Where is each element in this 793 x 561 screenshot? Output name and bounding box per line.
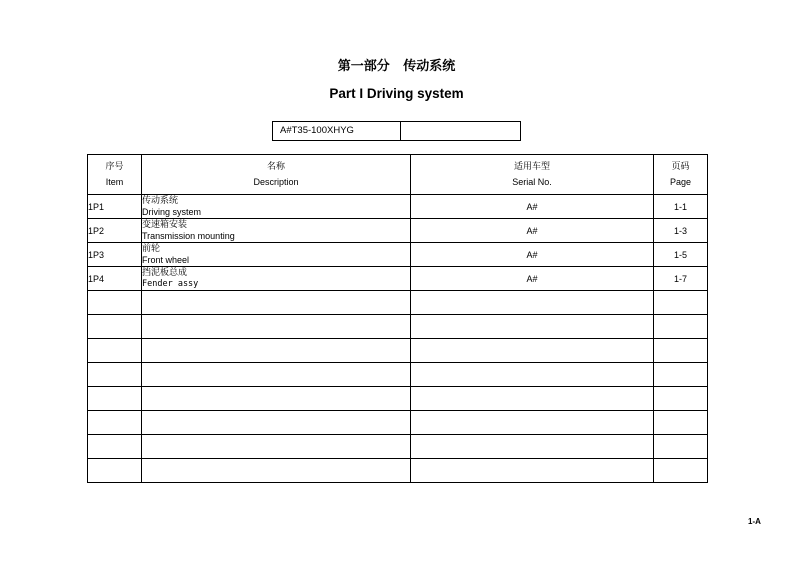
model-code: A#T35-100XHYG	[272, 121, 401, 141]
row-description-en: Transmission mounting	[142, 230, 235, 241]
header-page-en: Page	[669, 176, 692, 187]
row-description-cn: 挡泥板总成	[142, 267, 188, 278]
header-serial-en: Serial No.	[512, 176, 552, 187]
header-description-en: Description	[253, 176, 299, 187]
header-description	[142, 155, 411, 195]
model-code-box	[272, 121, 521, 141]
row-serial: A#	[411, 195, 654, 219]
row-serial: A#	[411, 219, 654, 243]
header-item	[88, 155, 142, 195]
row-description-cn: 传动系统	[142, 195, 179, 206]
row-description-en: Front wheel	[142, 254, 190, 265]
row-page: 1-3	[654, 219, 708, 243]
empty-row	[88, 363, 708, 387]
row-description-en: Driving system	[142, 206, 202, 217]
header-serial	[411, 155, 654, 195]
table-row	[88, 267, 708, 291]
row-description	[142, 267, 411, 291]
row-item: 1P3	[88, 243, 142, 267]
row-item: 1P1	[88, 195, 142, 219]
empty-row	[88, 387, 708, 411]
row-description	[142, 195, 411, 219]
row-description	[142, 243, 411, 267]
empty-row	[88, 411, 708, 435]
row-page: 1-1	[654, 195, 708, 219]
table-header-row	[88, 155, 708, 195]
page-title-chinese: 第一部分 传动系统	[337, 59, 456, 74]
header-item-en: Item	[105, 176, 124, 187]
table-row	[88, 195, 708, 219]
model-extra-field	[400, 121, 521, 141]
parts-index-table	[87, 154, 708, 483]
table-row	[88, 243, 708, 267]
empty-row	[88, 339, 708, 363]
row-description-cn: 变速箱安装	[142, 219, 188, 230]
empty-row	[88, 291, 708, 315]
empty-row	[88, 435, 708, 459]
row-description-en: Fender assy	[142, 278, 199, 289]
header-item-cn: 序号	[105, 161, 124, 172]
table-row	[88, 219, 708, 243]
row-description-cn: 前轮	[142, 243, 161, 254]
header-serial-cn: 适用车型	[513, 161, 550, 172]
empty-row	[88, 315, 708, 339]
page-number: 1-A	[748, 517, 761, 526]
row-page: 1-5	[654, 243, 708, 267]
header-description-cn: 名称	[266, 161, 285, 172]
row-serial: A#	[411, 243, 654, 267]
row-description	[142, 219, 411, 243]
page-title-english: Part I Driving system	[329, 86, 464, 101]
header-page-cn: 页码	[671, 161, 690, 172]
empty-row	[88, 459, 708, 483]
row-item: 1P2	[88, 219, 142, 243]
header-page	[654, 155, 708, 195]
row-page: 1-7	[654, 267, 708, 291]
row-item: 1P4	[88, 267, 142, 291]
row-serial: A#	[411, 267, 654, 291]
